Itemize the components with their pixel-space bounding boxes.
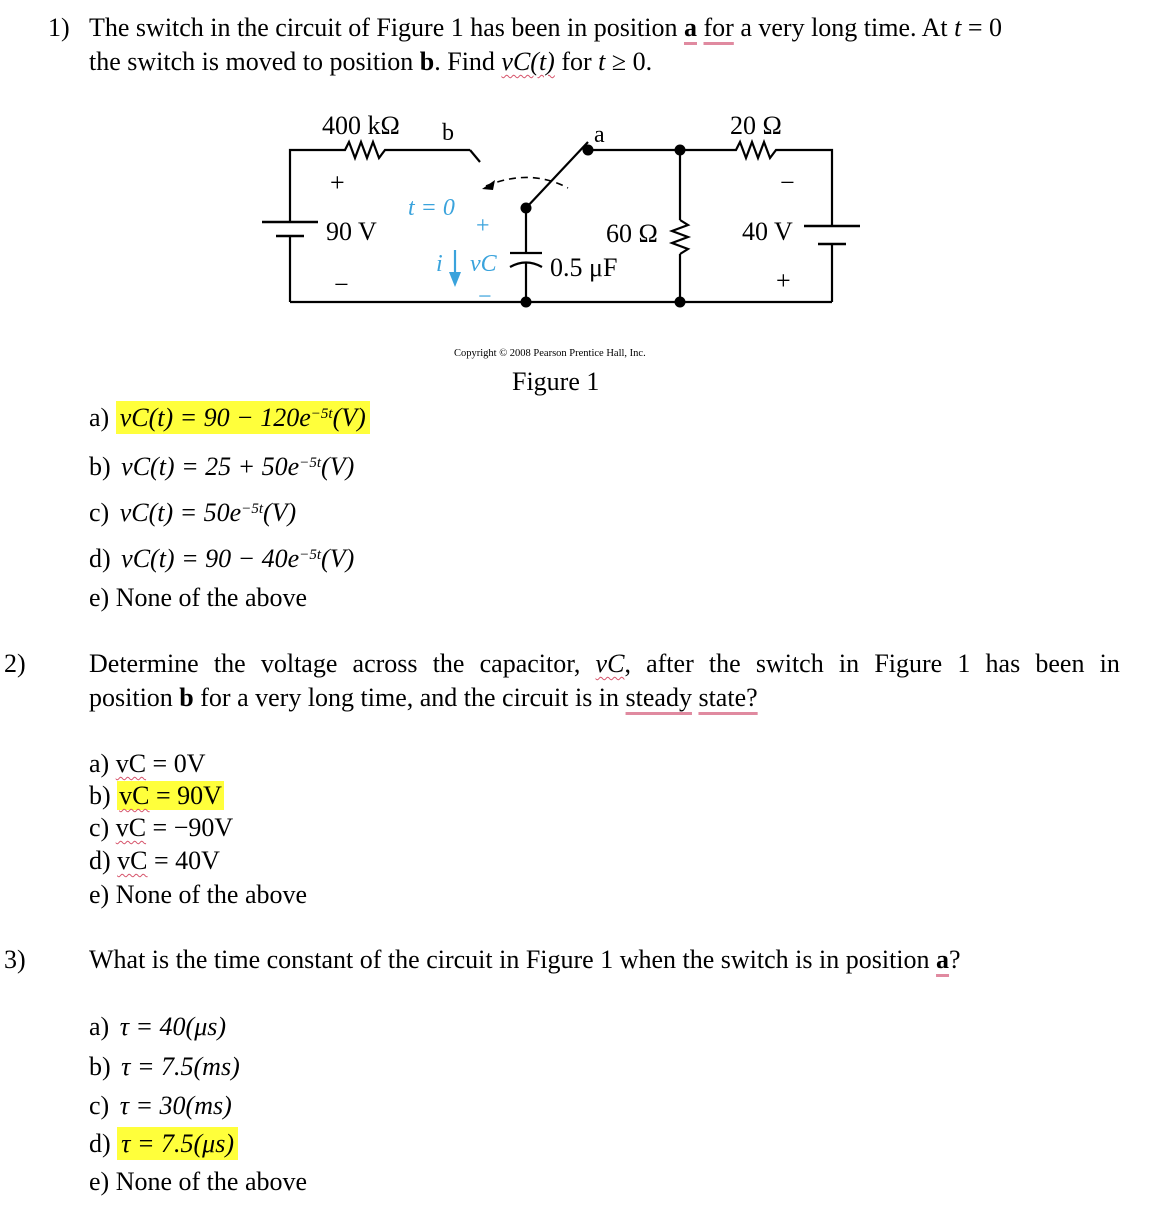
q2-number: 2) bbox=[4, 649, 26, 678]
q2-option-e[interactable]: e) None of the above bbox=[89, 880, 308, 909]
label-i: i bbox=[436, 251, 443, 277]
q1-option-e[interactable]: e) None of the above bbox=[89, 583, 308, 612]
q2-option-b[interactable]: b) vC = 90V bbox=[89, 781, 222, 810]
label-400k: 400 kΩ bbox=[322, 111, 400, 140]
q3-option-e[interactable]: e) None of the above bbox=[89, 1167, 308, 1196]
label-a: a bbox=[594, 122, 605, 148]
label-90v-minus: − bbox=[334, 270, 349, 299]
q2-option-d[interactable]: d) vC = 40V bbox=[89, 846, 220, 875]
label-t0: t = 0 bbox=[408, 195, 455, 221]
q1-option-a[interactable]: a) $vC(t) = 90 - 120e^{-5t}(V)$ bbox=[89, 401, 370, 435]
q3-option-a[interactable]: a) τ = 40(μs) bbox=[89, 1012, 227, 1041]
label-b: b bbox=[442, 120, 454, 146]
label-40v-minus: − bbox=[780, 168, 795, 197]
label-vc-plus: + bbox=[476, 213, 490, 239]
q2-option-c[interactable]: c) vC = −90V bbox=[89, 813, 234, 842]
q1-line1: The switch in the circuit of Figure 1 has been in position a for a very long time. At t = 0 bbox=[89, 13, 1002, 42]
q3-option-d[interactable]: d) τ = 7.5(μs) bbox=[89, 1127, 238, 1161]
q2-line2: position b for a very long time, and the circuit is in steady state? bbox=[89, 683, 758, 712]
q1-line2: the switch is moved to position b. Find vC(t) for t ≥ 0. bbox=[89, 47, 653, 76]
label-40v-plus: + bbox=[776, 266, 791, 295]
label-60: 60 Ω bbox=[606, 219, 658, 248]
q1-number: 1) bbox=[48, 13, 70, 42]
q3-line: What is the time constant of the circuit in Figure 1 when the switch is in position a? bbox=[89, 945, 961, 974]
resistor-400k bbox=[338, 142, 392, 158]
q3-option-c[interactable]: c) τ = 30(ms) bbox=[89, 1091, 232, 1120]
switch-blade bbox=[526, 142, 588, 208]
circuit-figure bbox=[250, 100, 870, 400]
q2-line1: Determine the voltage across the capacitor, vC, after the switch in Figure 1 has been in bbox=[89, 649, 1120, 678]
resistor-20 bbox=[730, 142, 782, 158]
resistor-60 bbox=[672, 220, 688, 254]
q1-option-d[interactable]: d) $vC(t) = 90 - 40e^{-5t}(V)$ bbox=[89, 544, 355, 573]
label-vc: vC bbox=[470, 251, 497, 277]
q2-option-a[interactable]: a) vC = 0V bbox=[89, 749, 206, 778]
label-cap: 0.5 μF bbox=[550, 253, 618, 282]
q1-option-b[interactable]: b) $vC(t) = 25 + 50e^{-5t}(V)$ bbox=[89, 452, 355, 481]
q3-number: 3) bbox=[4, 945, 26, 974]
label-20: 20 Ω bbox=[730, 111, 782, 140]
label-vc-minus: − bbox=[478, 284, 492, 310]
q3-option-b[interactable]: b) τ = 7.5(ms) bbox=[89, 1052, 240, 1081]
label-90v-plus: + bbox=[330, 168, 345, 197]
label-90v: 90 V bbox=[326, 217, 377, 246]
copyright: Copyright © 2008 Pearson Prentice Hall, Inc. bbox=[454, 348, 646, 359]
figure-caption: Figure 1 bbox=[512, 367, 600, 396]
label-40v: 40 V bbox=[742, 217, 793, 246]
q1-option-c[interactable]: c) $vC(t) = 50e^{-5t}(V)$ bbox=[89, 498, 297, 527]
